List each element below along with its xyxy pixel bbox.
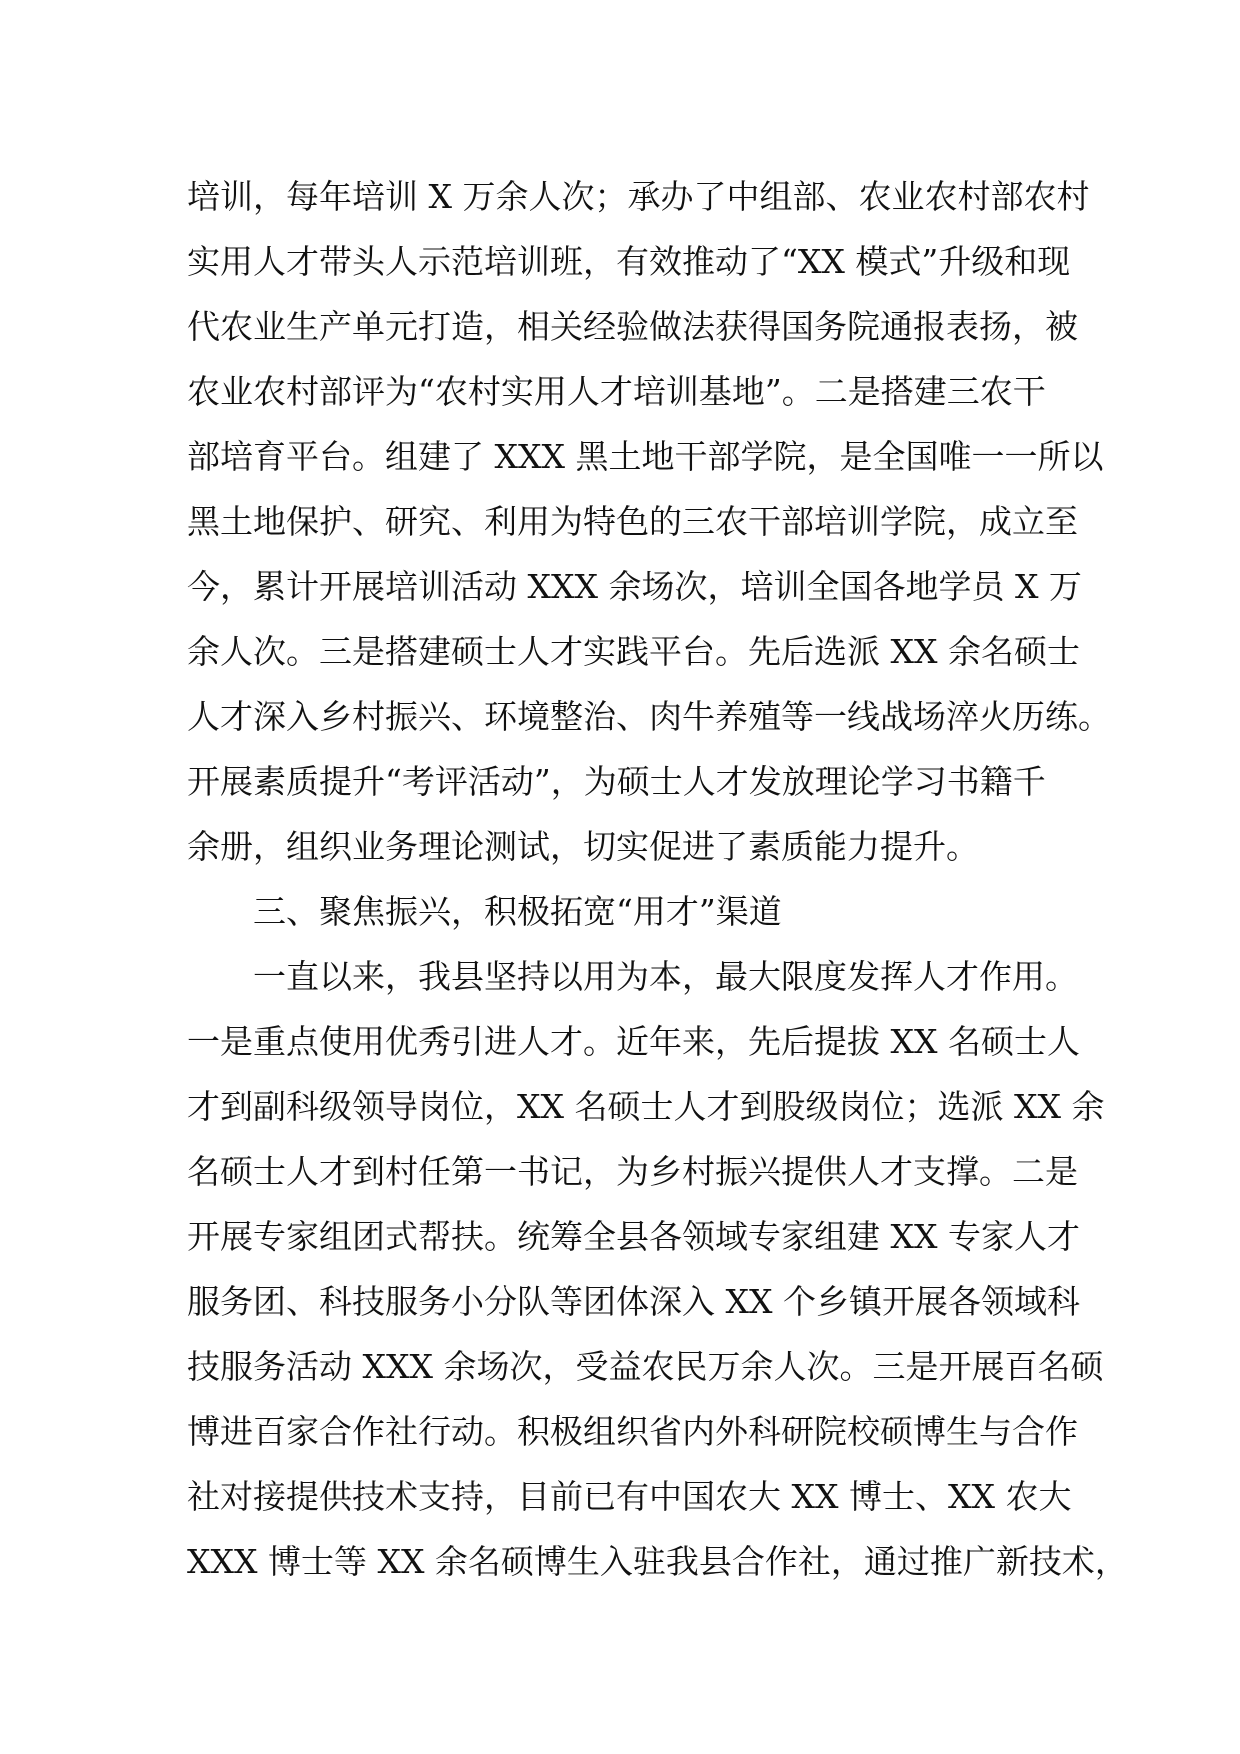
text-line: 实用人才带头人示范培训班，有效推动了“XX 模式”升级和现: [187, 242, 1071, 281]
text-line: 部培育平台。组建了 XXX 黑土地干部学院，是全国唯一一所以: [187, 437, 1104, 476]
text-line: XXX 博士等 XX 余名硕博生入驻我县合作社，通过推广新技术，: [187, 1542, 1128, 1581]
text-line: 开展素质提升“考评活动”，为硕士人才发放理论学习书籍千: [187, 762, 1046, 801]
text-line: 名硕士人才到村任第一书记，为乡村振兴提供人才支撑。二是: [187, 1152, 1078, 1191]
text-line: 代农业生产单元打造，相关经验做法获得国务院通报表扬，被: [187, 307, 1078, 346]
text-line: 博进百家合作社行动。积极组织省内外科研院校硕博生与合作: [187, 1412, 1078, 1451]
text-line: 农业农村部评为“农村实用人才培训基地”。二是搭建三农干: [187, 372, 1046, 411]
text-line: 余人次。三是搭建硕士人才实践平台。先后选派 XX 余名硕士: [187, 632, 1080, 671]
text-line: 一直以来，我县坚持以用为本，最大限度发挥人才作用。: [253, 957, 1078, 996]
text-line: 才到副科级领导岗位，XX 名硕士人才到股级岗位；选派 XX 余: [187, 1087, 1105, 1126]
text-line: 服务团、科技服务小分队等团体深入 XX 个乡镇开展各领域科: [187, 1282, 1080, 1321]
text-line: 技服务活动 XXX 余场次，受益农民万余人次。三是开展百名硕: [187, 1347, 1104, 1386]
text-line: 社对接提供技术支持，目前已有中国农大 XX 博士、XX 农大: [187, 1477, 1072, 1516]
text-line: 培训，每年培训 X 万余人次；承办了中组部、农业农村部农村: [187, 177, 1090, 216]
section-heading: 三、聚焦振兴，积极拓宽“用才”渠道: [253, 892, 782, 931]
text-line: 一是重点使用优秀引进人才。近年来，先后提拔 XX 名硕士人: [187, 1022, 1080, 1061]
text-line: 今，累计开展培训活动 XXX 余场次，培训全国各地学员 X 万: [187, 567, 1082, 606]
body-text: [187, 164, 1128, 1594]
text-line: 人才深入乡村振兴、环境整治、肉牛养殖等一线战场淬火历练。: [187, 697, 1111, 736]
text-line: 黑土地保护、研究、利用为特色的三农干部培训学院，成立至: [187, 502, 1078, 541]
text-line: 余册，组织业务理论测试，切实促进了素质能力提升。: [187, 827, 979, 866]
text-line: 开展专家组团式帮扶。统筹全县各领域专家组建 XX 专家人才: [187, 1217, 1080, 1256]
